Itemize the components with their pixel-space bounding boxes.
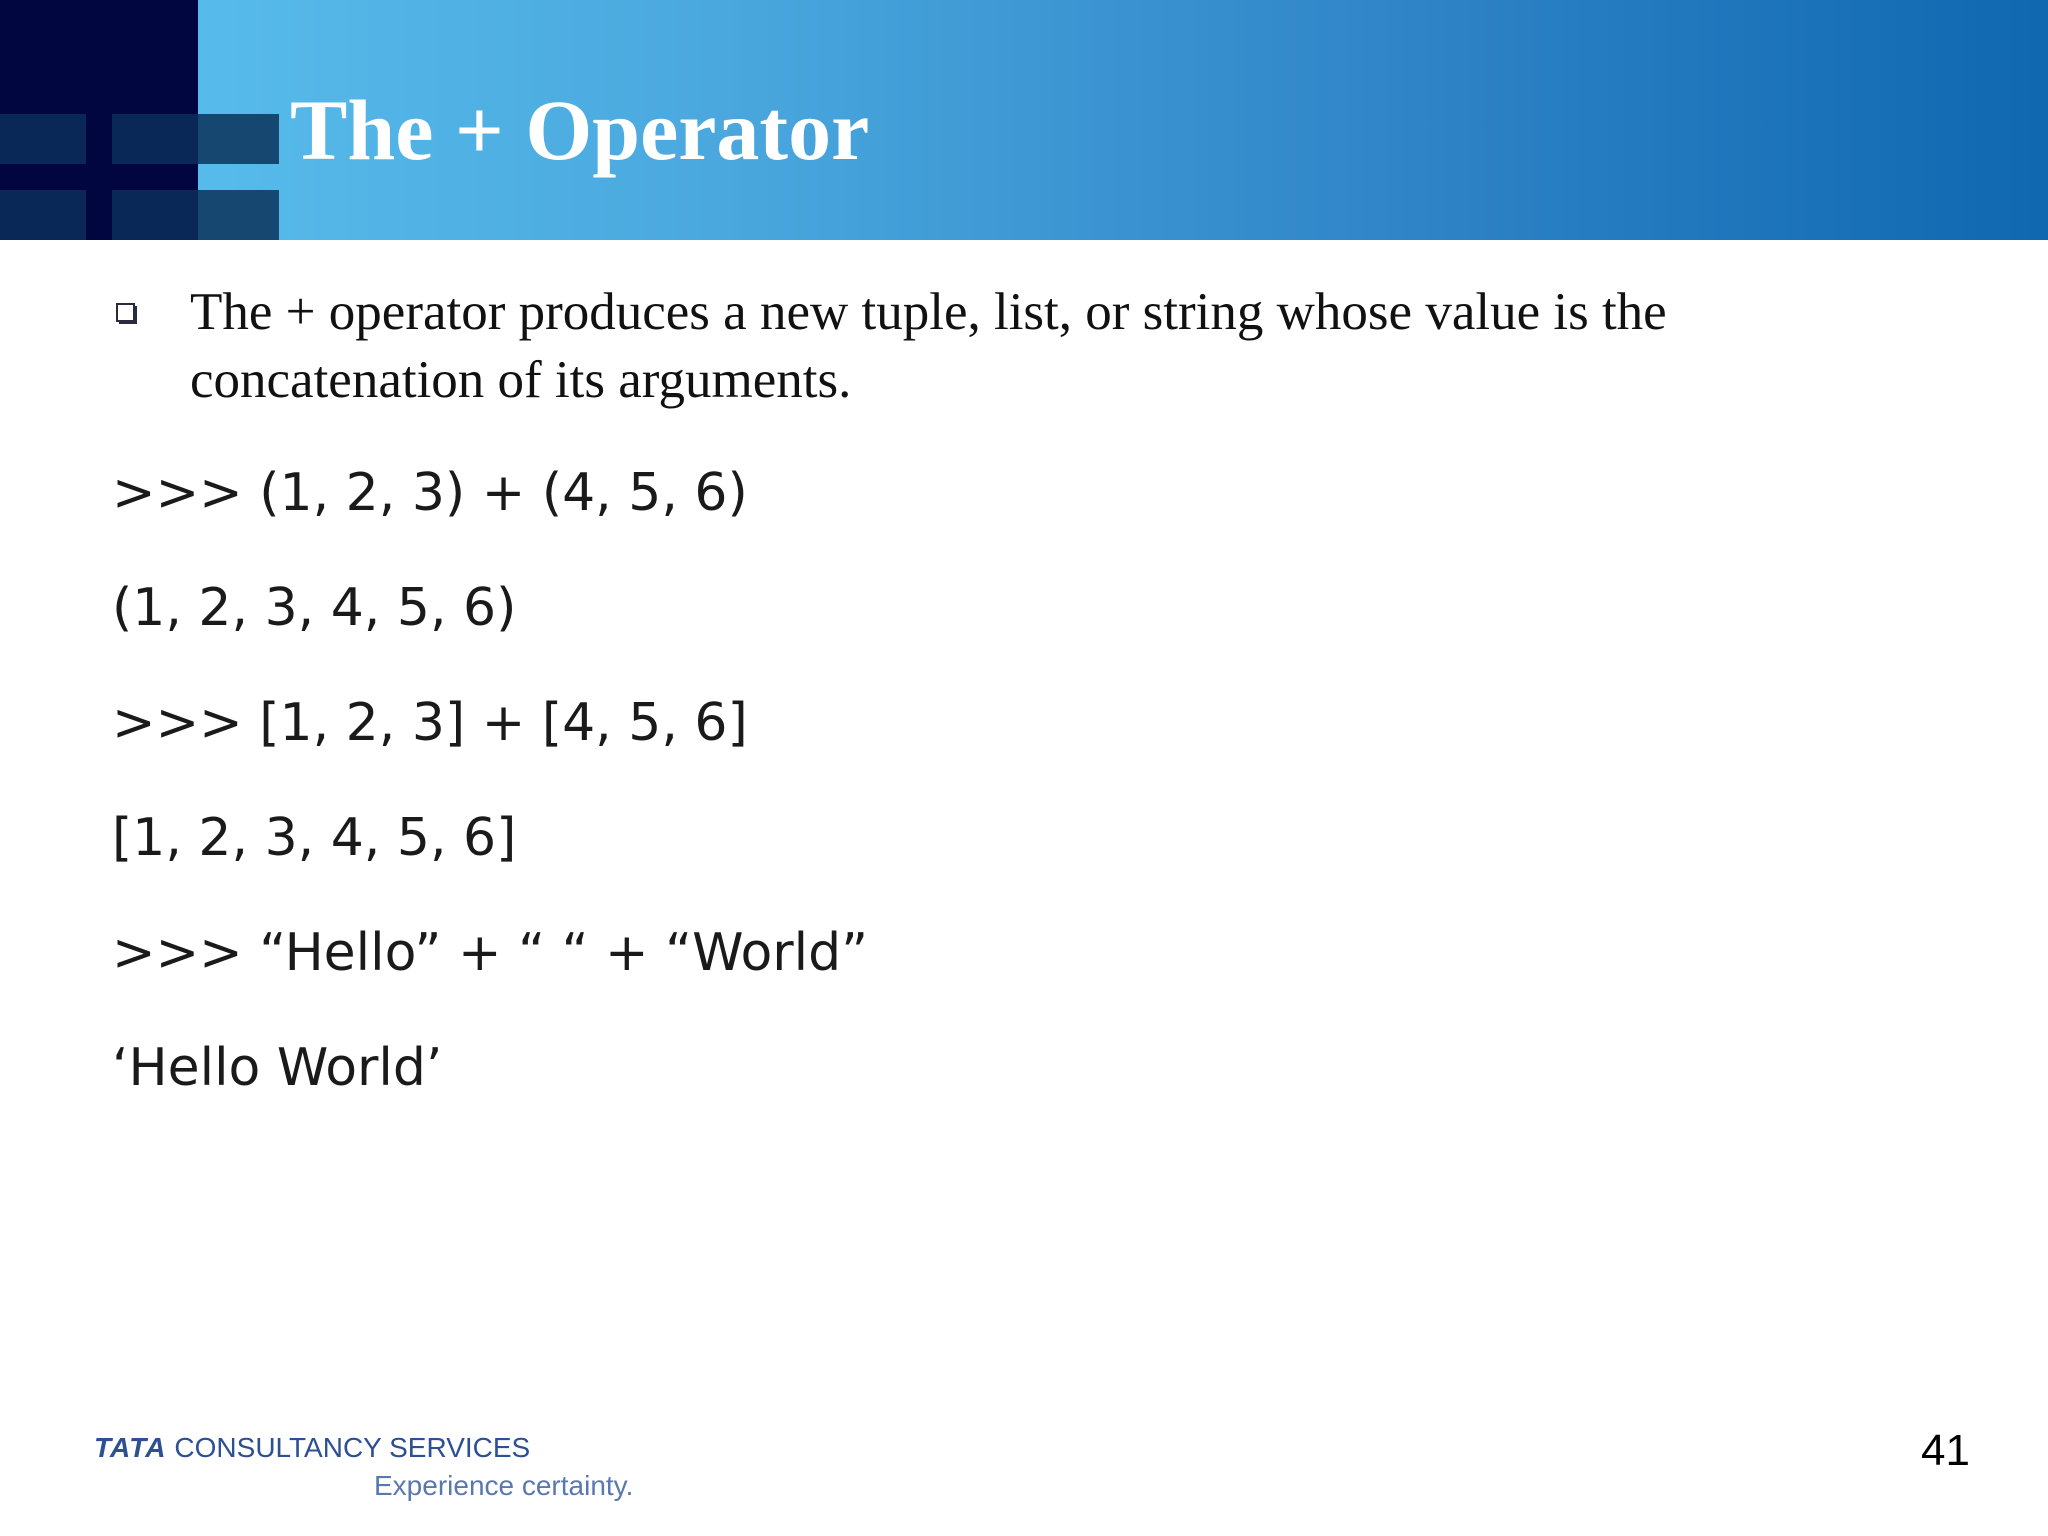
page-number: 41	[1921, 1426, 1970, 1475]
code-line: [1, 2, 3, 4, 5, 6]	[112, 808, 517, 868]
header-decoration-tile	[112, 114, 198, 164]
brand-name: TATA	[94, 1432, 167, 1463]
code-line: (1, 2, 3, 4, 5, 6)	[112, 578, 517, 638]
header-decoration-tile	[198, 190, 279, 240]
hollow-square-bullet-icon	[116, 303, 140, 327]
code-line: >>> [1, 2, 3] + [4, 5, 6]	[112, 693, 748, 753]
code-line: >>> “Hello” + “ “ + “World”	[112, 923, 869, 983]
header-decoration-tile	[112, 190, 198, 240]
slide-header	[0, 0, 2048, 240]
code-line: ‘Hello World’	[112, 1038, 443, 1098]
header-decoration-tile	[0, 190, 86, 240]
code-line: >>> (1, 2, 3) + (4, 5, 6)	[112, 463, 748, 523]
header-decoration-tile	[0, 114, 86, 164]
brand-rest: CONSULTANCY SERVICES	[174, 1432, 531, 1463]
brand-tagline: Experience certainty.	[374, 1470, 634, 1501]
bullet-text: The + operator produces a new tuple, list, or string whose value is the concatenation of its arguments.	[190, 283, 1667, 409]
header-decoration-tile	[198, 114, 279, 164]
slide-title: The + Operator	[290, 82, 870, 178]
company-logo	[94, 1432, 530, 1464]
